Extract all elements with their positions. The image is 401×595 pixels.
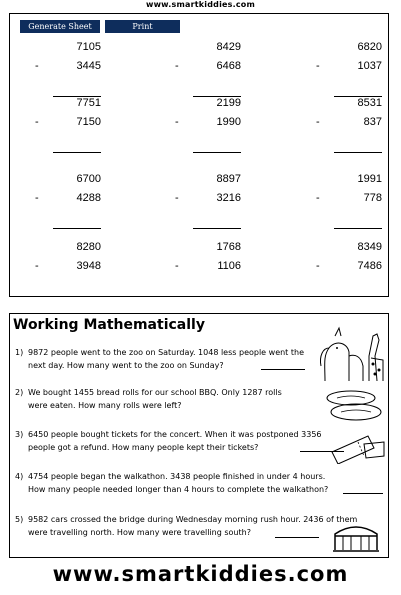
minuend: 8349 [357, 241, 382, 253]
question-line-1: 9872 people went to the zoo on Saturday. 1048 less people went the [28, 348, 304, 357]
question-line-2: next day. How many went to the zoo on Sunday? [28, 361, 224, 370]
minus-sign: - [316, 260, 320, 272]
question-line-1: 9582 cars crossed the bridge during Wednesday morning rush hour. 2436 of them [28, 515, 358, 524]
subtrahend: 7486 [357, 260, 382, 272]
answer-blank[interactable] [275, 537, 319, 538]
answer-line[interactable] [334, 152, 382, 153]
subtrahend: 6468 [216, 60, 241, 72]
print-button[interactable]: Print [105, 20, 180, 33]
subtrahend-row [316, 115, 382, 129]
minuend: 7105 [76, 41, 101, 53]
subtrahend: 778 [363, 192, 382, 204]
subtrahend-row [175, 59, 241, 73]
question-line-2: people got a refund. How many people kept their tickets? [28, 443, 259, 452]
question-text [28, 513, 358, 539]
minuend: 8897 [216, 173, 241, 185]
question-line-1: 4754 people began the walkathon. 3438 people finished in under 4 hours. [28, 472, 326, 481]
subtraction-problem [175, 96, 241, 129]
bridge-icon [333, 520, 379, 554]
subtrahend-row [316, 191, 382, 205]
question-line-2: How many people needed longer than 4 hours to complete the walkathon? [28, 485, 329, 494]
answer-line[interactable] [334, 228, 382, 229]
subtrahend: 1037 [357, 60, 382, 72]
subtraction-problem [316, 40, 382, 73]
subtrahend-row [35, 259, 101, 273]
minuend: 2199 [216, 97, 241, 109]
subtrahend: 1106 [217, 260, 241, 272]
subtrahend-row [175, 115, 241, 129]
problem-sheet [9, 13, 389, 297]
minus-sign: - [35, 116, 39, 128]
subtraction-problem [175, 40, 241, 73]
answer-line[interactable] [193, 228, 241, 229]
subtrahend: 3216 [216, 192, 241, 204]
subtraction-problem [316, 240, 382, 273]
question-text [28, 428, 328, 454]
subtrahend: 3948 [76, 260, 101, 272]
minus-sign: - [175, 116, 179, 128]
subtrahend: 3445 [76, 60, 101, 72]
answer-line[interactable] [53, 152, 101, 153]
minus-sign: - [35, 260, 39, 272]
subtraction-problem [35, 96, 101, 129]
minuend: 7751 [76, 97, 101, 109]
minuend: 8429 [216, 41, 241, 53]
question-line-1: We bought 1455 bread rolls for our school BBQ. Only 1287 rolls [28, 388, 282, 397]
minuend: 1991 [357, 173, 382, 185]
minus-sign: - [316, 116, 320, 128]
answer-line[interactable] [193, 152, 241, 153]
minus-sign: - [35, 192, 39, 204]
minus-sign: - [175, 260, 179, 272]
minus-sign: - [175, 60, 179, 72]
site-url-header: www.smartkiddies.com [145, 0, 256, 9]
generate-sheet-button[interactable]: Generate Sheet [20, 20, 100, 33]
answer-line[interactable] [193, 296, 241, 297]
subtrahend-row [316, 259, 382, 273]
minus-sign: - [316, 192, 320, 204]
subtraction-problem [316, 172, 382, 205]
subtrahend: 837 [363, 116, 382, 128]
subtraction-problem [316, 96, 382, 129]
minus-sign: - [175, 192, 179, 204]
subtrahend-row [175, 191, 241, 205]
subtrahend-row [35, 115, 101, 129]
minuend: 8531 [357, 97, 382, 109]
minus-sign: - [316, 60, 320, 72]
subtrahend-row [35, 59, 101, 73]
answer-line[interactable] [53, 296, 101, 297]
answer-line[interactable] [334, 296, 382, 297]
tickets-icon [328, 430, 386, 464]
subtraction-problem [175, 172, 241, 205]
minus-sign: - [35, 60, 39, 72]
answer-line[interactable] [53, 228, 101, 229]
subtrahend: 1990 [216, 116, 241, 128]
answer-blank[interactable] [343, 493, 383, 494]
subtrahend-row [316, 59, 382, 73]
minuend: 8280 [76, 241, 101, 253]
minuend: 6820 [357, 41, 382, 53]
subtraction-problem [35, 240, 101, 273]
subtraction-problem [35, 172, 101, 205]
minuend: 6700 [76, 173, 101, 185]
subtraction-problem [35, 40, 101, 73]
answer-blank[interactable] [261, 369, 305, 370]
bread-rolls-icon [323, 388, 385, 424]
subtrahend: 7150 [76, 116, 101, 128]
subtrahend-row [175, 259, 241, 273]
minuend: 1768 [216, 241, 241, 253]
answer-blank[interactable] [300, 451, 344, 452]
site-url-footer: www.smartkiddies.com [52, 562, 349, 586]
question-number: 2) [15, 388, 24, 397]
subtrahend-row [35, 191, 101, 205]
question-number: 1) [15, 348, 24, 357]
question-text [28, 470, 328, 496]
question-text [28, 386, 328, 412]
question-number: 5) [15, 515, 24, 524]
subtraction-problem [175, 240, 241, 273]
question-number: 3) [15, 430, 24, 439]
question-number: 4) [15, 472, 24, 481]
question-line-2: were eaten. How many rolls were left? [28, 401, 182, 410]
subtrahend: 4288 [76, 192, 101, 204]
working-mathematically-title: Working Mathematically [13, 317, 205, 333]
question-line-1: 6450 people bought tickets for the concert. When it was postponed 3356 [28, 430, 322, 439]
question-line-2: were travelling north. How many were travelling south? [28, 528, 251, 537]
